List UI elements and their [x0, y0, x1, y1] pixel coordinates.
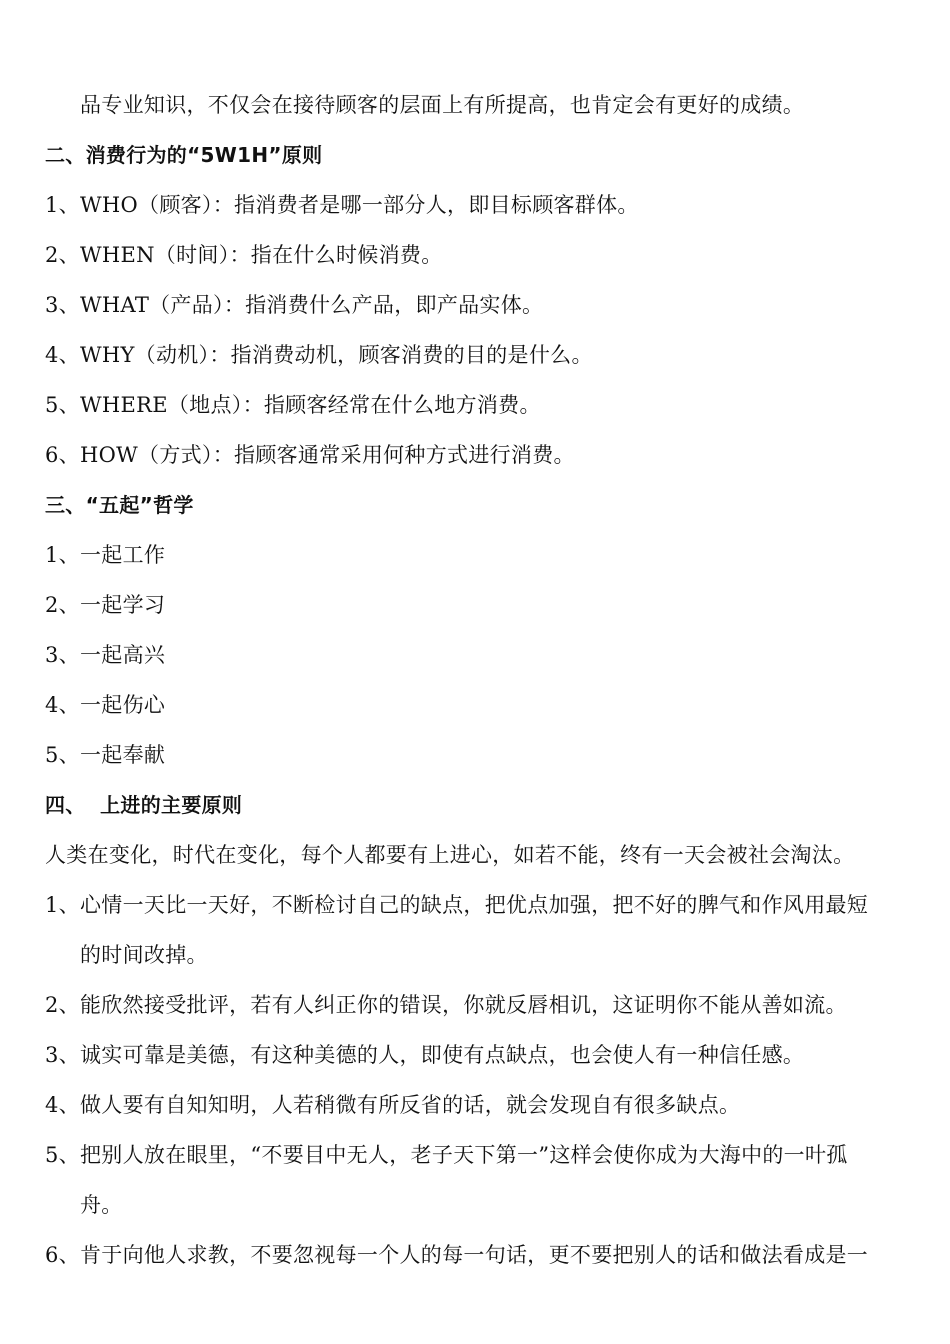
item-text: 能欣然接受批评，若有人纠正你的错误，你就反唇相讥，这证明你不能从善如流。: [80, 993, 847, 1017]
list-item: [45, 290, 925, 320]
item-text: 一起学习: [80, 593, 166, 617]
list-item: [45, 590, 925, 620]
item-text: WHY（动机）：指消费动机，顾客消费的目的是什么。: [80, 343, 593, 367]
item-number: 4、: [45, 693, 80, 717]
item-text: 一起伤心: [80, 693, 166, 717]
list-item: [45, 740, 925, 770]
list-item-continuation: 的时间改掉。: [80, 943, 208, 967]
list-item: [45, 240, 925, 270]
item-text: 一起高兴: [80, 643, 166, 667]
item-text: WHEN（时间）：指在什么时候消费。: [80, 243, 443, 267]
list-item: [45, 1090, 925, 1120]
item-text: 做人要有自知知明，人若稍微有所反省的话，就会发现自有很多缺点。: [80, 1093, 741, 1117]
item-text: 一起奉献: [80, 743, 166, 767]
section-3-heading: 三、“五起”哲学: [45, 493, 194, 517]
item-number: 6、: [45, 443, 80, 467]
item-number: 3、: [45, 1043, 80, 1067]
section-2-heading: 二、消费行为的“5W1H”原则: [45, 143, 323, 167]
list-item: [45, 990, 925, 1020]
list-item: [45, 890, 925, 920]
item-number: 2、: [45, 593, 80, 617]
item-text: WHAT（产品）：指消费什么产品，即产品实体。: [80, 293, 544, 317]
item-text: 把别人放在眼里，“不要目中无人，老子天下第一”这样会使你成为大海中的一叶孤: [80, 1143, 848, 1167]
item-text: WHERE（地点）：指顾客经常在什么地方消费。: [80, 393, 541, 417]
item-text: HOW（方式）：指顾客通常采用何种方式进行消费。: [80, 443, 575, 467]
list-item: [45, 540, 925, 570]
item-number: 5、: [45, 743, 80, 767]
list-item: [45, 190, 925, 220]
section-4-heading: 四、 上进的主要原则: [45, 793, 243, 817]
item-number: 2、: [45, 243, 80, 267]
list-item-continuation: 舟。: [80, 1193, 123, 1217]
item-number: 3、: [45, 643, 80, 667]
list-item: [45, 640, 925, 670]
item-number: 1、: [45, 893, 80, 917]
item-text: WHO（顾客）：指消费者是哪一部分人，即目标顾客群体。: [80, 193, 639, 217]
item-number: 2、: [45, 993, 80, 1017]
list-item: [45, 1140, 925, 1170]
item-number: 4、: [45, 343, 80, 367]
item-number: 1、: [45, 193, 80, 217]
item-number: 5、: [45, 1143, 80, 1167]
item-number: 6、: [45, 1243, 80, 1267]
item-number: 3、: [45, 293, 80, 317]
item-number: 5、: [45, 393, 80, 417]
list-item: [45, 390, 925, 420]
item-text: 肯于向他人求教，不要忽视每一个人的每一句话，更不要把别人的话和做法看成是一: [80, 1243, 869, 1267]
intro-continuation: 品专业知识，不仅会在接待顾客的层面上有所提高，也肯定会有更好的成绩。: [80, 93, 805, 117]
item-text: 一起工作: [80, 543, 166, 567]
item-number: 1、: [45, 543, 80, 567]
section-4-intro: 人类在变化，时代在变化，每个人都要有上进心，如若不能，终有一天会被社会淘汰。: [45, 843, 855, 867]
item-number: 4、: [45, 1093, 80, 1117]
list-item: [45, 440, 925, 470]
list-item: [45, 1240, 925, 1270]
item-text: 心情一天比一天好，不断检讨自己的缺点，把优点加强，把不好的脾气和作风用最短: [80, 893, 869, 917]
list-item: [45, 690, 925, 720]
list-item: [45, 1040, 925, 1070]
list-item: [45, 340, 925, 370]
item-text: 诚实可靠是美德，有这种美德的人，即使有点缺点，也会使人有一种信任感。: [80, 1043, 805, 1067]
